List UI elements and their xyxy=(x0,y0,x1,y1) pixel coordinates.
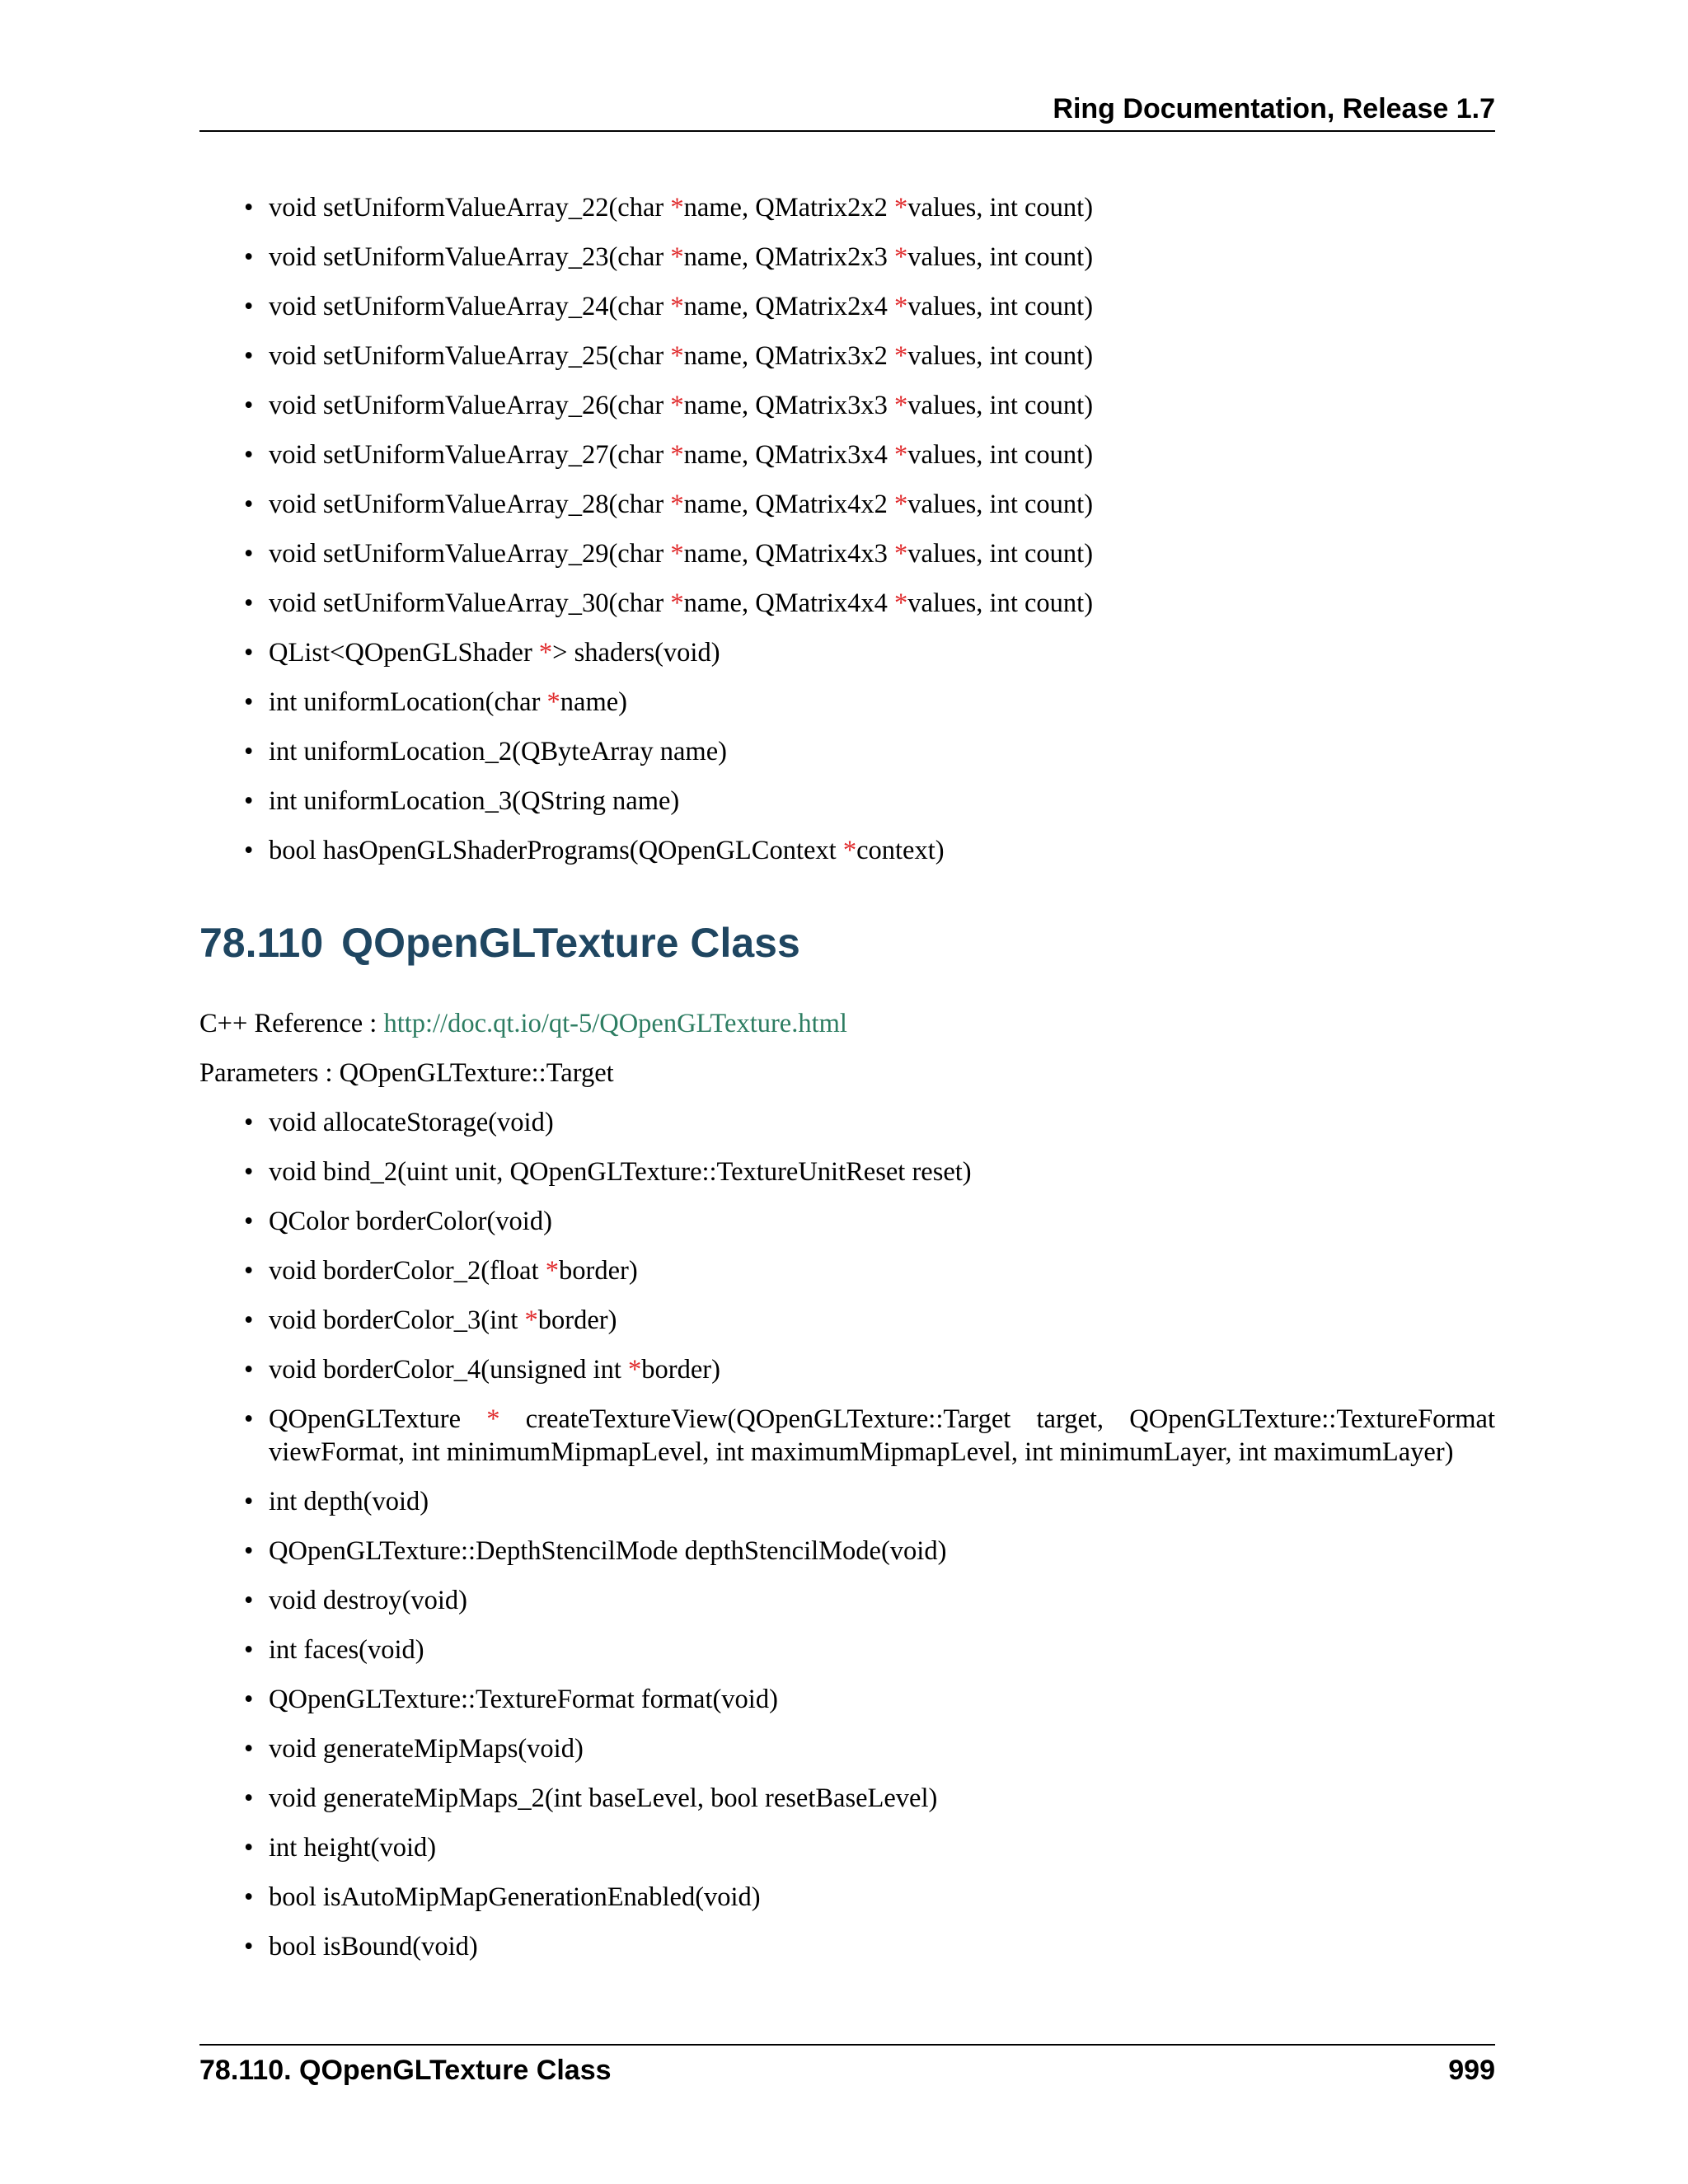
list-item xyxy=(199,191,1495,224)
bullet-icon: • xyxy=(244,638,254,668)
pointer-star: * xyxy=(670,539,684,569)
signature-text: void setUniformValueArray_29(char xyxy=(269,539,671,569)
signature-text: context) xyxy=(856,836,945,865)
bullet-icon: • xyxy=(244,1404,254,1434)
bullet-icon: • xyxy=(244,1207,254,1236)
list-item xyxy=(199,834,1495,867)
section-number: 78.110 xyxy=(199,920,324,966)
list-item xyxy=(199,1584,1495,1617)
pointer-star: * xyxy=(894,539,908,569)
list-item xyxy=(199,1254,1495,1287)
signature-text: void generateMipMaps_2(int baseLevel, bool resetBaseLevel) xyxy=(269,1783,938,1813)
bullet-icon: • xyxy=(244,1932,254,1961)
signature-text: values, int count) xyxy=(907,391,1094,420)
bullet-icon: • xyxy=(244,490,254,519)
signature-text: void setUniformValueArray_23(char xyxy=(269,242,671,272)
signature-text: name, QMatrix2x2 xyxy=(683,193,895,223)
pointer-star: * xyxy=(628,1355,642,1385)
pointer-star: * xyxy=(670,490,684,519)
signature-text: values, int count) xyxy=(907,440,1094,470)
signature-text: void destroy(void) xyxy=(269,1586,468,1615)
cpp-reference xyxy=(199,1007,1495,1040)
list-item xyxy=(199,1782,1495,1815)
pointer-star: * xyxy=(894,490,908,519)
signature-text: void setUniformValueArray_26(char xyxy=(269,391,671,420)
cpp-reference-link[interactable]: http://doc.qt.io/qt-5/QOpenGLTexture.html xyxy=(383,1009,847,1038)
signature-text: int depth(void) xyxy=(269,1487,429,1516)
cpp-reference-label: C++ Reference : xyxy=(199,1009,384,1038)
bullet-icon: • xyxy=(244,687,254,717)
list-item xyxy=(199,1353,1495,1386)
pointer-star: * xyxy=(670,242,684,272)
signature-text: void allocateStorage(void) xyxy=(269,1108,554,1137)
pointer-star: * xyxy=(486,1404,500,1434)
bullet-icon: • xyxy=(244,1108,254,1137)
bullet-icon: • xyxy=(244,1635,254,1665)
pointer-star: * xyxy=(546,687,560,717)
bullet-icon: • xyxy=(244,1355,254,1385)
method-list-shader-program xyxy=(199,191,1495,867)
signature-text: void setUniformValueArray_28(char xyxy=(269,490,671,519)
footer-divider xyxy=(199,2044,1495,2046)
signature-text: void bind_2(uint unit, QOpenGLTexture::TextureUnitReset reset) xyxy=(269,1157,972,1187)
list-item xyxy=(199,340,1495,373)
signature-text: bool hasOpenGLShaderPrograms(QOpenGLContext xyxy=(269,836,843,865)
pointer-star: * xyxy=(538,638,553,668)
pointer-star: * xyxy=(894,341,908,371)
signature-text: name, QMatrix4x2 xyxy=(683,490,895,519)
bullet-icon: • xyxy=(244,1487,254,1516)
signature-text: name, QMatrix3x3 xyxy=(683,391,895,420)
list-item xyxy=(199,1535,1495,1568)
signature-text: values, int count) xyxy=(907,539,1094,569)
bullet-icon: • xyxy=(244,588,254,618)
list-item xyxy=(199,1683,1495,1716)
pointer-star: * xyxy=(670,292,684,321)
signature-text: values, int count) xyxy=(907,341,1094,371)
signature-text: int uniformLocation_2(QByteArray name) xyxy=(269,737,727,766)
pointer-star: * xyxy=(670,588,684,618)
list-item xyxy=(199,389,1495,422)
bullet-icon: • xyxy=(244,1305,254,1335)
bullet-icon: • xyxy=(244,341,254,371)
list-item xyxy=(199,537,1495,570)
signature-text: void borderColor_3(int xyxy=(269,1305,525,1335)
pointer-star: * xyxy=(894,391,908,420)
bullet-icon: • xyxy=(244,1685,254,1714)
list-item xyxy=(199,1831,1495,1864)
list-item xyxy=(199,488,1495,521)
pointer-star: * xyxy=(894,588,908,618)
pointer-star: * xyxy=(894,242,908,272)
bullet-icon: • xyxy=(244,737,254,766)
signature-text: void setUniformValueArray_24(char xyxy=(269,292,671,321)
signature-text: void setUniformValueArray_27(char xyxy=(269,440,671,470)
header-divider xyxy=(199,130,1495,132)
list-item xyxy=(199,1485,1495,1518)
signature-text: int height(void) xyxy=(269,1833,437,1863)
list-item xyxy=(199,438,1495,471)
bullet-icon: • xyxy=(244,292,254,321)
pointer-star: * xyxy=(670,341,684,371)
signature-text: QOpenGLTexture::DepthStencilMode depthStencilMode(void) xyxy=(269,1536,947,1566)
signature-text: int uniformLocation(char xyxy=(269,687,547,717)
list-item xyxy=(199,587,1495,620)
signature-text: void generateMipMaps(void) xyxy=(269,1734,584,1764)
bullet-icon: • xyxy=(244,193,254,223)
list-item xyxy=(199,735,1495,768)
signature-text: name) xyxy=(560,687,627,717)
pointer-star: * xyxy=(670,440,684,470)
signature-text: name, QMatrix4x4 xyxy=(683,588,895,618)
section-title: QOpenGLTexture Class xyxy=(341,920,800,966)
bullet-icon: • xyxy=(244,1157,254,1187)
list-item xyxy=(199,1633,1495,1666)
signature-text: name, QMatrix3x2 xyxy=(683,341,895,371)
signature-text: int uniformLocation_3(QString name) xyxy=(269,786,680,816)
list-item xyxy=(199,636,1495,669)
section-heading xyxy=(199,918,1495,968)
signature-text: QOpenGLTexture::TextureFormat format(void) xyxy=(269,1685,778,1714)
signature-text: values, int count) xyxy=(907,588,1094,618)
signature-text: > shaders(void) xyxy=(552,638,720,668)
signature-text: name, QMatrix2x4 xyxy=(683,292,895,321)
pointer-star: * xyxy=(894,440,908,470)
signature-text: void borderColor_4(unsigned int xyxy=(269,1355,628,1385)
list-item xyxy=(199,290,1495,323)
list-item xyxy=(199,686,1495,719)
pointer-star: * xyxy=(894,292,908,321)
page-number: 999 xyxy=(1448,2055,1495,2086)
list-item xyxy=(199,1304,1495,1337)
signature-text: values, int count) xyxy=(907,242,1094,272)
list-item xyxy=(199,1732,1495,1765)
signature-text: void setUniformValueArray_25(char xyxy=(269,341,671,371)
bullet-icon: • xyxy=(244,440,254,470)
signature-text: values, int count) xyxy=(907,193,1094,223)
bullet-icon: • xyxy=(244,1882,254,1912)
bullet-icon: • xyxy=(244,1536,254,1566)
pointer-star: * xyxy=(842,836,857,865)
bullet-icon: • xyxy=(244,391,254,420)
pointer-star: * xyxy=(524,1305,538,1335)
signature-text: void setUniformValueArray_22(char xyxy=(269,193,671,223)
list-item xyxy=(199,1205,1495,1238)
list-item xyxy=(199,1403,1495,1469)
bullet-icon: • xyxy=(244,1833,254,1863)
list-item xyxy=(199,1881,1495,1914)
parameters-line: Parameters : QOpenGLTexture::Target xyxy=(199,1058,614,1088)
pointer-star: * xyxy=(670,391,684,420)
signature-text: border) xyxy=(559,1256,638,1286)
bullet-icon: • xyxy=(244,1586,254,1615)
bullet-icon: • xyxy=(244,1734,254,1764)
signature-text: bool isAutoMipMapGenerationEnabled(void) xyxy=(269,1882,761,1912)
signature-text: name, QMatrix3x4 xyxy=(683,440,895,470)
signature-text: int faces(void) xyxy=(269,1635,424,1665)
pointer-star: * xyxy=(894,193,908,223)
list-item xyxy=(199,785,1495,818)
signature-text: values, int count) xyxy=(907,490,1094,519)
page-body xyxy=(199,191,1495,1980)
signature-text: border) xyxy=(641,1355,720,1385)
signature-text: QOpenGLTexture xyxy=(269,1404,487,1434)
signature-text: name, QMatrix2x3 xyxy=(683,242,895,272)
pointer-star: * xyxy=(545,1256,560,1286)
footer-section-label: 78.110. QOpenGLTexture Class xyxy=(199,2055,612,2086)
signature-text: createTextureView(QOpenGLTexture::Target target, QOpenGLTexture::TextureFormat viewFormat, int minimumMipmapLevel, int maximumMipmapLevel, int minimumLayer, int maximumLayer) xyxy=(269,1404,1495,1467)
list-item xyxy=(199,1930,1495,1963)
bullet-icon: • xyxy=(244,786,254,816)
bullet-icon: • xyxy=(244,539,254,569)
signature-text: bool isBound(void) xyxy=(269,1932,478,1961)
pointer-star: * xyxy=(670,193,684,223)
signature-text: void borderColor_2(float xyxy=(269,1256,546,1286)
signature-text: name, QMatrix4x3 xyxy=(683,539,895,569)
signature-text: QColor borderColor(void) xyxy=(269,1207,552,1236)
bullet-icon: • xyxy=(244,1783,254,1813)
list-item xyxy=(199,1155,1495,1188)
bullet-icon: • xyxy=(244,242,254,272)
running-header: Ring Documentation, Release 1.7 xyxy=(1053,93,1495,124)
signature-text: border) xyxy=(537,1305,617,1335)
bullet-icon: • xyxy=(244,1256,254,1286)
list-item xyxy=(199,1106,1495,1139)
bullet-icon: • xyxy=(244,836,254,865)
signature-text: values, int count) xyxy=(907,292,1094,321)
list-item xyxy=(199,241,1495,274)
signature-text: QList<QOpenGLShader xyxy=(269,638,539,668)
method-list-texture xyxy=(199,1106,1495,1963)
signature-text: void setUniformValueArray_30(char xyxy=(269,588,671,618)
